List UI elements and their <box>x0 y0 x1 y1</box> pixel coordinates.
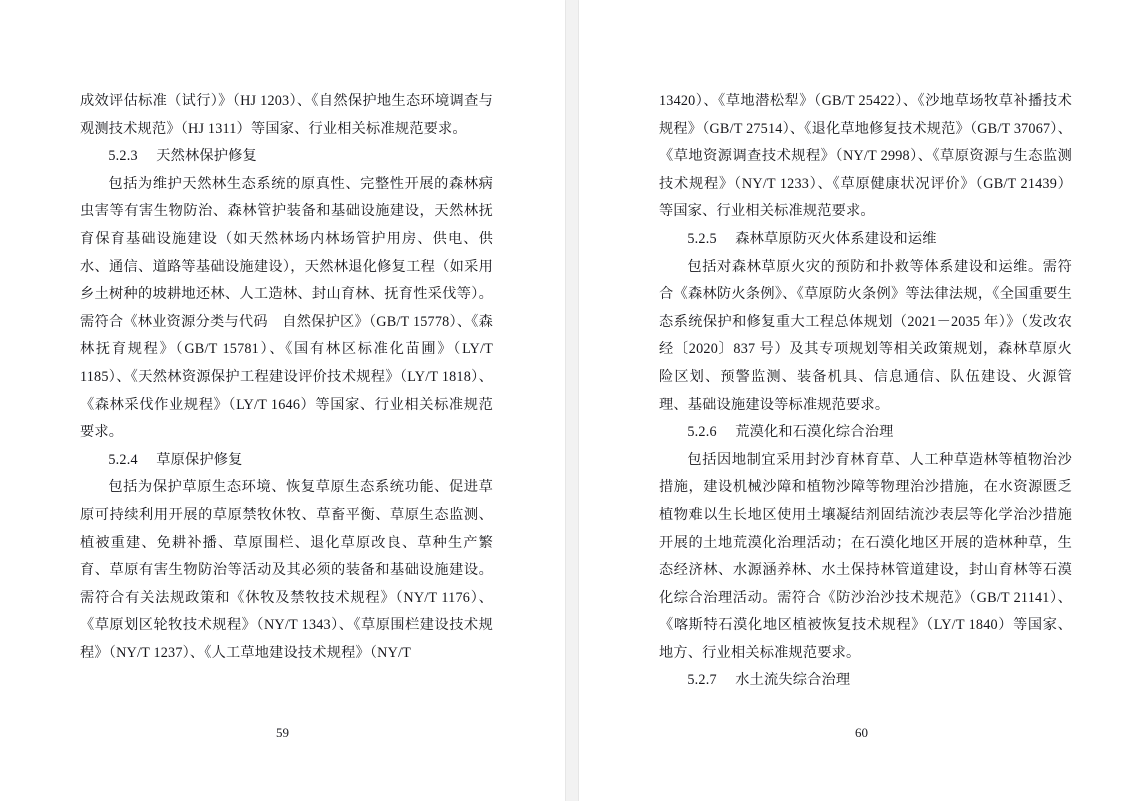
section-heading <box>659 419 1072 447</box>
section-number: 5.2.4 <box>108 451 138 468</box>
page-number: 59 <box>276 725 289 740</box>
paragraph: 包括对森林草原火灾的预防和扑救等体系建设和运维。需符合《森林防火条例》、《草原防火条例》等法律法规，《全国重要生态系统保护和修复重大工程总体规划（2021－2035 年）》（发改农经〔2020〕837 号）及其专项规划等相关政策规划，森林草原火险区划、预警监测、装备机具、信息通信、队伍建设、火源管理、基础设施建设等标准规范要求。 <box>659 258 1072 413</box>
paragraph: 包括因地制宜采用封沙育林育草、人工种草造林等植物治沙措施，建设机械沙障和植物沙障等物理治沙措施，在水资源匮乏植物难以生长地区使用土壤凝结剂固结流沙表层等化学治沙措施开展的土地荒漠化治理活动；在石漠化地区开展的造林种草，生态经济林、水源涵养林、水土保持林管道建设，封山育林等石漠化综合治理活动。需符合《防沙治沙技术规范》（GB/T 21141）、《喀斯特石漠化地区植被恢复技术规程》（LY/T 1840）等国家、地方、行业相关标准规范要求。 <box>659 451 1072 661</box>
section-title: 水土流失综合治理 <box>735 672 851 689</box>
section-heading <box>659 226 1072 254</box>
page-left <box>0 0 565 801</box>
section-number: 5.2.6 <box>687 424 717 441</box>
paragraph: 成效评估标准（试行）》（HJ 1203）、《自然保护地生态环境调查与观测技术规范》（HJ 1311）等国家、行业相关标准规范要求。 <box>80 93 493 137</box>
page-left-content <box>80 88 493 715</box>
section-heading <box>659 667 1072 695</box>
page-right <box>579 0 1144 801</box>
section-title: 天然林保护修复 <box>156 148 257 165</box>
section-number: 5.2.3 <box>108 148 138 165</box>
section-title: 草原保护修复 <box>156 451 243 468</box>
page-right-content <box>659 88 1072 715</box>
section-number: 5.2.7 <box>687 672 717 689</box>
page-number: 60 <box>855 725 868 740</box>
section-heading <box>80 143 493 171</box>
section-heading <box>80 447 493 475</box>
paragraph: 包括为维护天然林生态系统的原真性、完整性开展的森林病虫害等有害生物防治、森林管护装备和基础设施建设，天然林抚育保育基础设施建设（如天然林场内林场管护用房、供电、供水、通信、道路等基础设施建设），天然林退化修复工程（如采用乡土树种的坡耕地还林、人工造林、封山育林、抚育性采伐等）。需符合《林业资源分类与代码 自然保护区》（GB/T 15778）、《森林抚育规程》（GB/T 15781）、《国有林区标准化苗圃》（LY/T 1185）、《天然林资源保护工程建设评价技术规程》（LY/T 1818）、《森林采伐作业规程》（LY/T 1646）等国家、行业相关标准规范要求。 <box>80 175 493 441</box>
paragraph: 包括为保护草原生态环境、恢复草原生态系统功能、促进草原可持续利用开展的草原禁牧休牧、草畜平衡、草原生态监测、植被重建、免耕补播、草原围栏、退化草原改良、草种生产繁育、草原有害生物防治等活动及其必须的装备和基础设施建设。需符合有关法规政策和《休牧及禁牧技术规程》（NY/T 1176）、《草原划区轮牧技术规程》（NY/T 1343）、《草原围栏建设技术规程》（NY/T 1237）、《人工草地建设技术规程》（NY/T <box>80 479 493 661</box>
section-title: 森林草原防灭火体系建设和运维 <box>735 230 937 247</box>
section-number: 5.2.5 <box>687 230 717 247</box>
paragraph: 13420）、《草地潜松犁》（GB/T 25422）、《沙地草场牧草补播技术规程》（GB/T 27514）、《退化草地修复技术规范》（GB/T 37067）、《草地资源调查技术规程》（NY/T 2998）、《草原资源与生态监测技术规程》（NY/T 1233）、《草原健康状况评价》（GB/T 21439）等国家、行业相关标准规范要求。 <box>659 93 1072 220</box>
section-title: 荒漠化和石漠化综合治理 <box>735 424 894 441</box>
